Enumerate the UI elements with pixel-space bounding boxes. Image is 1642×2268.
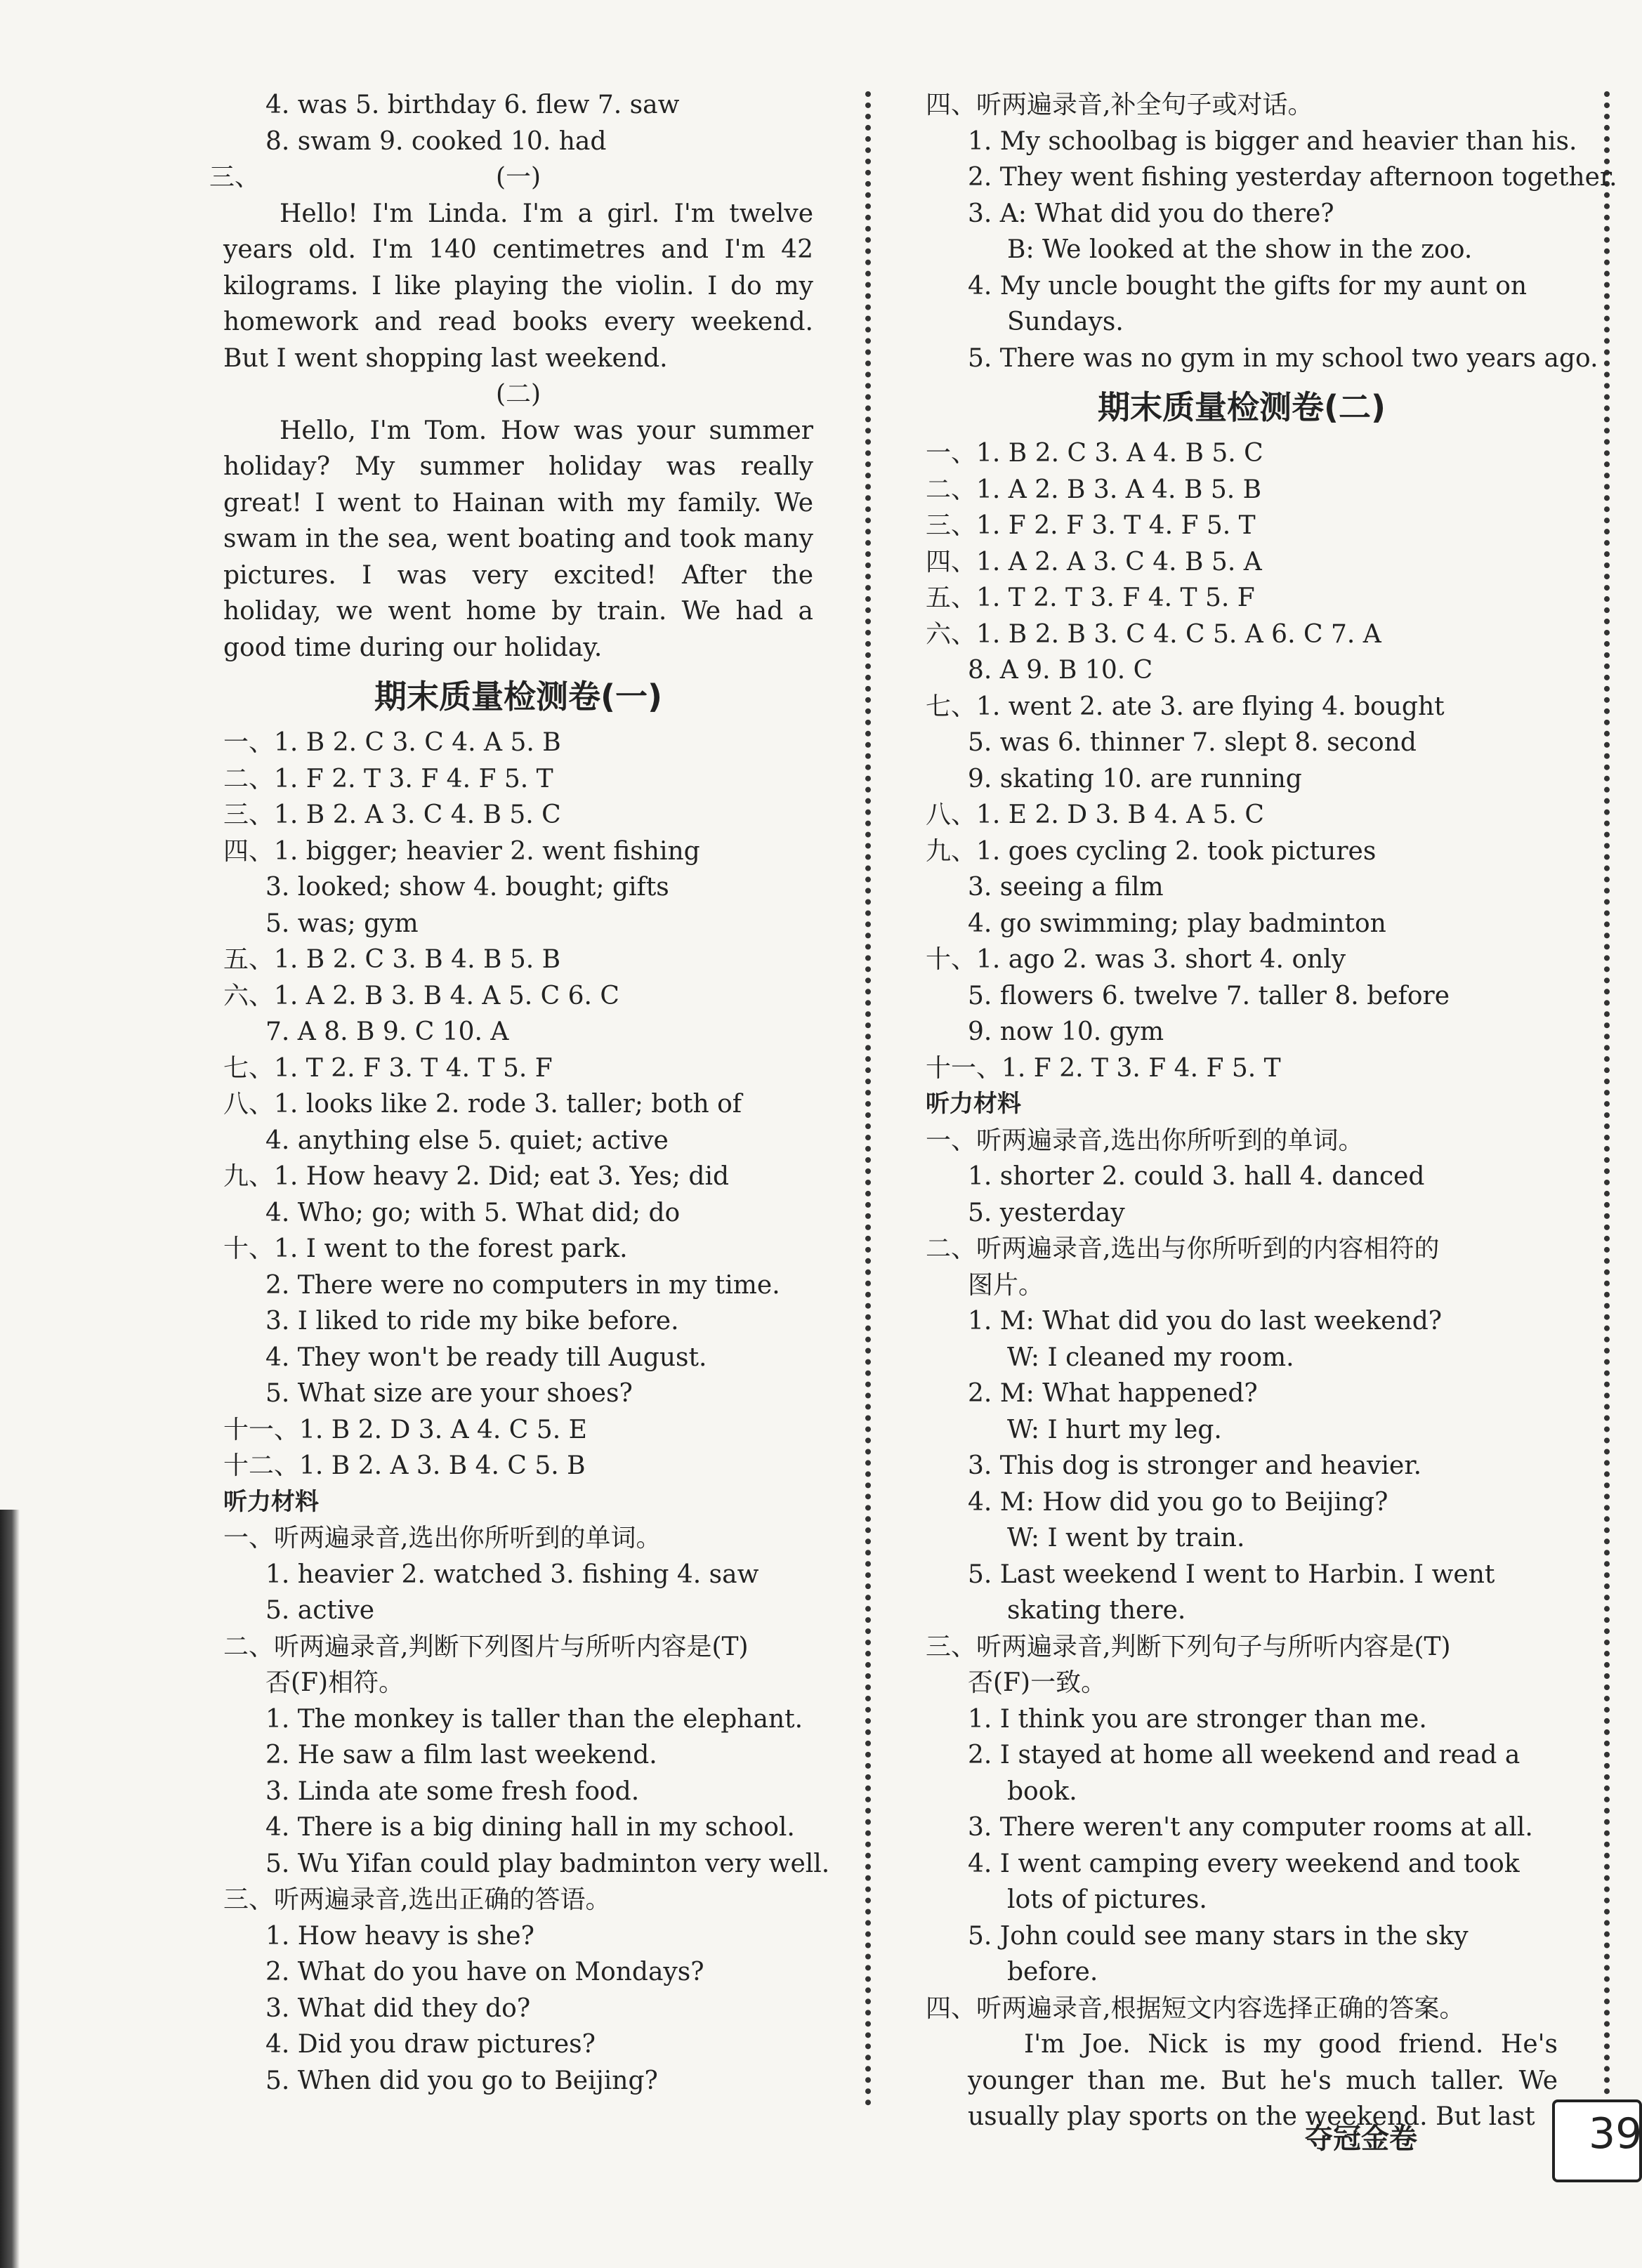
listening-line: 5. There was no gym in my school two years ago. <box>968 343 1598 373</box>
answer-line: 3. looked; show 4. bought; gifts <box>265 873 669 902</box>
answer-line: 9. now 10. gym <box>968 1017 1164 1046</box>
answer-line: 十、1. ago 2. was 3. short 4. only <box>926 945 1346 974</box>
answer-line: 六、1. A 2. B 3. B 4. A 5. C 6. C <box>223 981 619 1010</box>
left-column <box>209 87 830 2099</box>
listening-line: 2. What do you have on Mondays? <box>265 1958 704 1986</box>
subheading-2: (二) <box>495 380 541 409</box>
listening-line: 1. My schoolbag is bigger and heavier than his. <box>968 126 1577 156</box>
listening-line: 2. They went fishing yesterday afternoon together. <box>968 163 1617 192</box>
listening-section-title-cont: 否(F)一致。 <box>968 1668 1107 1697</box>
listening-line: 5. John could see many stars in the sky <box>968 1921 1469 1951</box>
answer-line: 2. There were no computers in my time. <box>265 1270 780 1300</box>
listening-line: 2. I stayed at home all weekend and read a <box>968 1741 1521 1769</box>
answer-line: 5. was; gym <box>265 909 419 938</box>
answer-line: 二、1. A 2. B 3. A 4. B 5. B <box>926 475 1262 504</box>
listening-section-title: 一、听两遍录音,选出你所听到的单词。 <box>926 1126 1364 1155</box>
listening-line: 1. How heavy is she? <box>265 1921 534 1951</box>
listening-section-title-cont: 否(F)相符。 <box>265 1668 405 1697</box>
subheading-1: (一) <box>495 163 541 192</box>
answer-line: 五、1. T 2. T 3. F 4. T 5. F <box>926 584 1255 612</box>
exam-title-1: 期末质量检测卷(一) <box>374 678 663 716</box>
listening-line: skating there. <box>1007 1596 1186 1625</box>
listening-line: book. <box>1007 1776 1077 1806</box>
listening-line: 1. heavier 2. watched 3. fishing 4. saw <box>265 1560 759 1589</box>
listening-line: 1. I think you are stronger than me. <box>968 1704 1427 1734</box>
scan-edge-shadow <box>0 1510 20 2268</box>
answer-line: 四、1. bigger; heavier 2. went fishing <box>223 836 700 866</box>
answer-line: 七、1. went 2. ate 3. are flying 4. bought <box>926 692 1445 721</box>
listening-section-title: 四、听两遍录音,根据短文内容选择正确的答案。 <box>926 1993 1465 2023</box>
answer-line: 九、1. goes cycling 2. took pictures <box>926 836 1377 866</box>
answer-line: 四、1. A 2. A 3. C 4. B 5. A <box>926 547 1262 576</box>
listening-line: 4. My uncle bought the gifts for my aunt on <box>968 271 1528 301</box>
listening-line: 3. What did they do? <box>265 1993 531 2023</box>
listening-3-lines <box>926 1701 1558 1991</box>
listening-line: 4. There is a big dining hall in my school. <box>265 1813 795 1842</box>
listening-line: 5. Last weekend I went to Harbin. I went <box>968 1560 1495 1589</box>
section-3-header <box>209 159 813 196</box>
listening-section-title: 一、听两遍录音,选出你所听到的单词。 <box>223 1524 662 1552</box>
listening-line: 1. shorter 2. could 3. hall 4. danced <box>968 1162 1425 1191</box>
answer-line: 八、1. looks like 2. rode 3. taller; both of <box>223 1090 742 1119</box>
answer-line: 7. A 8. B 9. C 10. A <box>265 1017 509 1046</box>
listening-line: B: We looked at the show in the zoo. <box>1007 235 1473 264</box>
answer-line: 三、1. F 2. F 3. T 4. F 5. T <box>926 511 1256 540</box>
listening-line: 4. I went camping every weekend and took <box>968 1849 1520 1878</box>
answer-line: 4. They won't be ready till August. <box>265 1343 707 1372</box>
answer-line: 九、1. How heavy 2. Did; eat 3. Yes; did <box>223 1162 730 1191</box>
listening-passage: I'm Joe. Nick is my good friend. He's younger than me. But he's much taller. We usually play sports on the weekend. But last <box>968 2030 1558 2131</box>
answer-line: 3. I liked to ride my bike before. <box>265 1307 679 1336</box>
answer-line: 4. was 5. birthday 6. flew 7. saw <box>265 91 680 119</box>
listening-line: 3. Linda ate some fresh food. <box>265 1776 640 1806</box>
listening-line: 3. A: What did you do there? <box>968 199 1334 228</box>
listening-line: lots of pictures. <box>1007 1885 1207 1914</box>
answer-line: 二、1. F 2. T 3. F 4. F 5. T <box>223 764 553 793</box>
answer-line: 5. was 6. thinner 7. slept 8. second <box>968 728 1417 757</box>
answer-line: 5. flowers 6. twelve 7. taller 8. before <box>968 981 1450 1010</box>
listening-heading: 听力材料 <box>223 1487 319 1516</box>
listening-line: Sundays. <box>1007 308 1124 336</box>
column-divider <box>865 91 871 2107</box>
listening-section-title: 二、听两遍录音,判断下列图片与所听内容是(T) <box>223 1632 749 1661</box>
listening-line: 5. Wu Yifan could play badminton very well. <box>265 1849 830 1878</box>
answer-line: 4. Who; go; with 5. What did; do <box>265 1198 681 1227</box>
answer-line: 十一、1. B 2. D 3. A 4. C 5. E <box>223 1415 587 1444</box>
listening-line: 2. M: What happened? <box>968 1379 1258 1408</box>
answer-line: 十、1. I went to the forest park. <box>223 1234 628 1263</box>
answer-line: 一、1. B 2. C 3. A 4. B 5. C <box>926 439 1263 468</box>
listening-line: 5. When did you go to Beijing? <box>265 2066 658 2095</box>
listening-line: W: I hurt my leg. <box>1007 1415 1222 1444</box>
answer-line: 9. skating 10. are running <box>968 764 1302 793</box>
answer-line: 十二、1. B 2. A 3. B 4. C 5. B <box>223 1451 586 1480</box>
listening-line: W: I cleaned my room. <box>1007 1343 1294 1372</box>
answer-line: 4. anything else 5. quiet; active <box>265 1126 669 1155</box>
right-edge-divider <box>1604 91 1610 2107</box>
passage-2: Hello, I'm Tom. How was your summer holiday? My summer holiday was really great! I went to Hainan with my family. We swam in the sea, went boating and took many pictures. I was very excited! After the holiday, we went home by train. We had a good time during our holiday. <box>223 416 813 662</box>
listening-heading: 听力材料 <box>926 1090 1021 1118</box>
listening-line: 3. There weren't any computer rooms at all. <box>968 1813 1533 1842</box>
answer-line: 8. A 9. B 10. C <box>968 656 1153 685</box>
listening-section-title: 三、听两遍录音,判断下列句子与所听内容是(T) <box>926 1632 1451 1661</box>
listening-section-title: 四、听两遍录音,补全句子或对话。 <box>926 91 1313 119</box>
answer-line: 5. What size are your shoes? <box>265 1379 633 1408</box>
answer-line: 3. seeing a film <box>968 873 1164 902</box>
answer-line: 十一、1. F 2. T 3. F 4. F 5. T <box>926 1053 1281 1083</box>
section-3-label: 三、 <box>209 163 261 192</box>
listening-line: 1. The monkey is taller than the elephant. <box>265 1704 803 1734</box>
listening-line: 4. M: How did you go to Beijing? <box>968 1487 1388 1517</box>
listening-section-title-cont: 图片。 <box>968 1270 1044 1300</box>
answer-line: 五、1. B 2. C 3. B 4. B 5. B <box>223 945 561 974</box>
answer-line: 七、1. T 2. F 3. T 4. T 5. F <box>223 1053 553 1083</box>
exam-title-2: 期末质量检测卷(二) <box>1097 388 1386 426</box>
answer-line: 一、1. B 2. C 3. C 4. A 5. B <box>223 728 561 757</box>
listening-line: 1. M: What did you do last weekend? <box>968 1307 1443 1336</box>
answer-line: 4. go swimming; play badminton <box>968 909 1386 938</box>
listening-line: before. <box>1007 1958 1098 1986</box>
listening-line: 2. He saw a film last weekend. <box>265 1741 657 1769</box>
listening-section-title: 三、听两遍录音,选出正确的答语。 <box>223 1885 611 1914</box>
listening-line: 5. active <box>265 1596 375 1625</box>
listening-line: W: I went by train. <box>1007 1524 1245 1552</box>
listening-line: 4. Did you draw pictures? <box>265 2030 596 2059</box>
listening-2-lines <box>926 1303 1558 1629</box>
answer-line: 八、1. E 2. D 3. B 4. A 5. C <box>926 800 1264 829</box>
answer-line: 8. swam 9. cooked 10. had <box>265 126 607 156</box>
listening-section-title: 二、听两遍录音,选出与你所听到的内容相符的 <box>926 1234 1440 1263</box>
answer-line: 六、1. B 2. B 3. C 4. C 5. A 6. C 7. A <box>926 619 1381 649</box>
right-column <box>926 87 1617 2135</box>
passage-1: Hello! I'm Linda. I'm a girl. I'm twelve years old. I'm 140 centimetres and I'm 42 kilograms. I like playing the violin. I do my homework and read books every weekend. But I went shopping last weekend. <box>223 199 813 373</box>
brand-name: 夺冠金卷 <box>1305 2123 1417 2155</box>
page-number: 39 <box>1589 2109 1642 2158</box>
listening-line: 3. This dog is stronger and heavier. <box>968 1451 1422 1480</box>
answer-line: 三、1. B 2. A 3. C 4. B 5. C <box>223 800 561 829</box>
listening-line: 5. yesterday <box>968 1198 1125 1227</box>
